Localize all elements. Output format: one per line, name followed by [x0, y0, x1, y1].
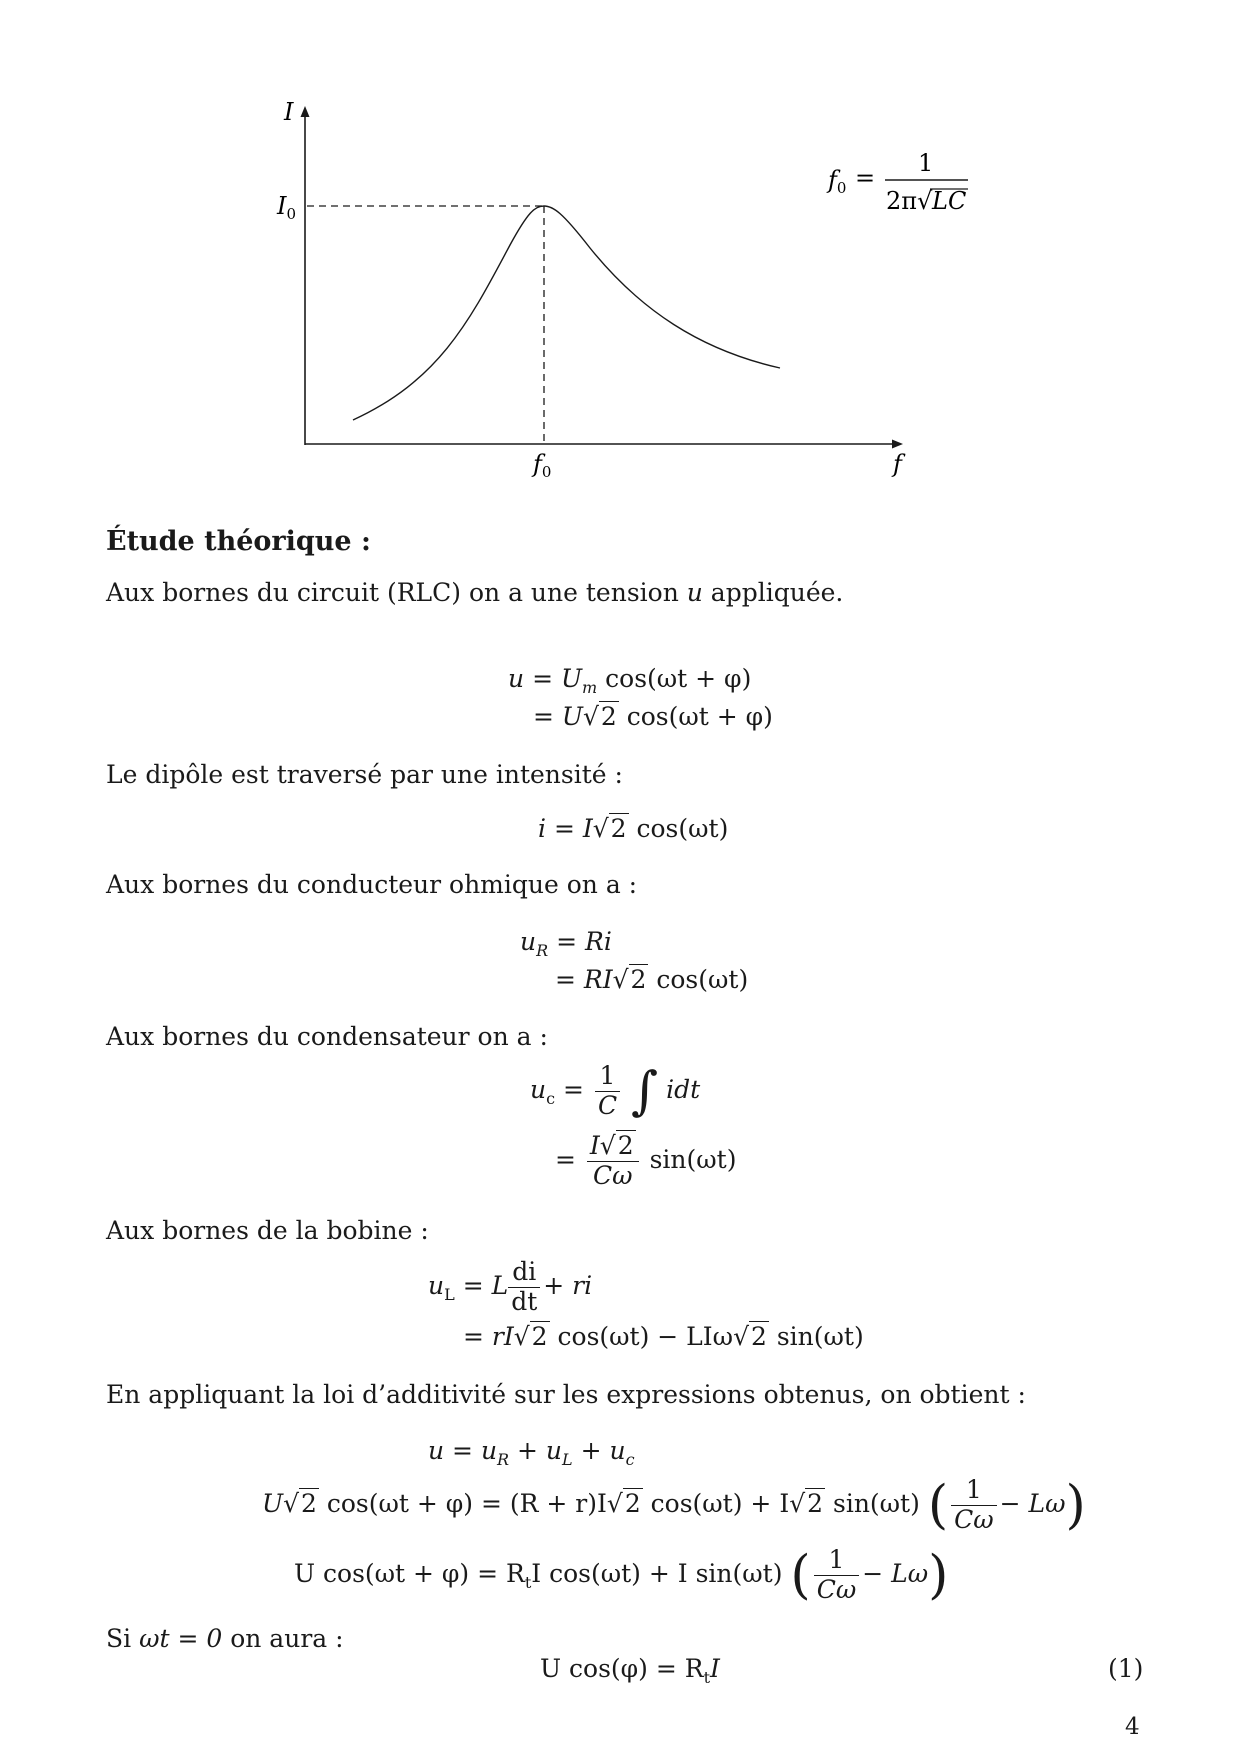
y-axis-arrow: [301, 106, 310, 117]
eq-u-line1: $u = U_m$ cos(ωt + φ): [508, 664, 752, 697]
paragraph-intensity: Le dipôle est traversé par une intensité :: [106, 760, 623, 789]
resonance-figure: [0, 0, 1240, 500]
svg-text:1: 1: [918, 149, 934, 177]
eq-uc-line2: = $\frac{I√2}{C\omega}$ sin(ωt): [555, 1131, 737, 1190]
x-axis-arrow: [892, 440, 903, 449]
eq-ul-line2: = rI√2 cos(ωt) − LIω√2 sin(ωt): [463, 1322, 864, 1351]
eq-uc-line1: $u_c$ = $\frac{1}{C}$ ∫ idt: [530, 1061, 701, 1122]
svg-text:f0: $f_0$: [828, 166, 847, 197]
eq-final: U $\cos(\varphi) = R_tI$: [540, 1654, 720, 1687]
svg-text:√: √: [917, 187, 933, 215]
svg-text:2π: 2π: [886, 187, 918, 215]
eq-sum-line1: $u = u_R + u_L + u_c$: [428, 1436, 635, 1469]
eq-ur-line1: $u_R = Ri$: [520, 927, 612, 960]
peak-y-label: $I_0$: [277, 192, 297, 223]
svg-text:=: =: [855, 164, 876, 192]
section-heading: Étude théorique :: [106, 526, 371, 557]
paragraph-condition: Si ωt = 0 on aura :: [106, 1624, 344, 1653]
resonance-frequency-formula: [826, 149, 968, 215]
eq-ur-line2: = RI√2 cos(ωt): [555, 965, 749, 994]
equation-number: (1): [1108, 1654, 1144, 1683]
eq-ul-line1: $u_L = L$ $\frac{di}{dt}$ + ri: [428, 1257, 593, 1316]
eq-i: i = I√2 cos(ωt): [538, 814, 729, 843]
paragraph-coil: Aux bornes de la bobine :: [106, 1216, 429, 1245]
eq-sum-line3: U $\cos(\omega t + \varphi) = R_tI$ cos(ωt) + I sin(ωt) ( $\frac{1}{C\omega}$ − Lω): [294, 1545, 949, 1606]
paragraph-capacitor: Aux bornes du condensateur on a :: [106, 1022, 548, 1051]
peak-x-label: $f_0$: [533, 450, 552, 481]
paragraph-tension: Aux bornes du circuit (RLC) on a une tension u appliquée.: [106, 578, 844, 607]
y-axis-label: I: [284, 98, 294, 126]
eq-sum-line2: U√2 cos(ωt + φ) = (R + r)I√2 cos(ωt) + I√2 sin(ωt) ( $\frac{1}{C\omega}$ − Lω): [262, 1475, 1086, 1536]
eq-u-line2: = U√2 cos(ωt + φ): [533, 702, 773, 731]
paragraph-ohmic: Aux bornes du conducteur ohmique on a :: [106, 870, 638, 899]
resonance-curve: [353, 206, 780, 420]
page-number: 4: [1125, 1714, 1140, 1740]
paragraph-additivity: En appliquant la loi d’additivité sur les expressions obtenus, on obtient :: [106, 1380, 1026, 1409]
svg-text:LC: LC: [932, 187, 967, 215]
x-axis-label: f: [893, 450, 902, 478]
